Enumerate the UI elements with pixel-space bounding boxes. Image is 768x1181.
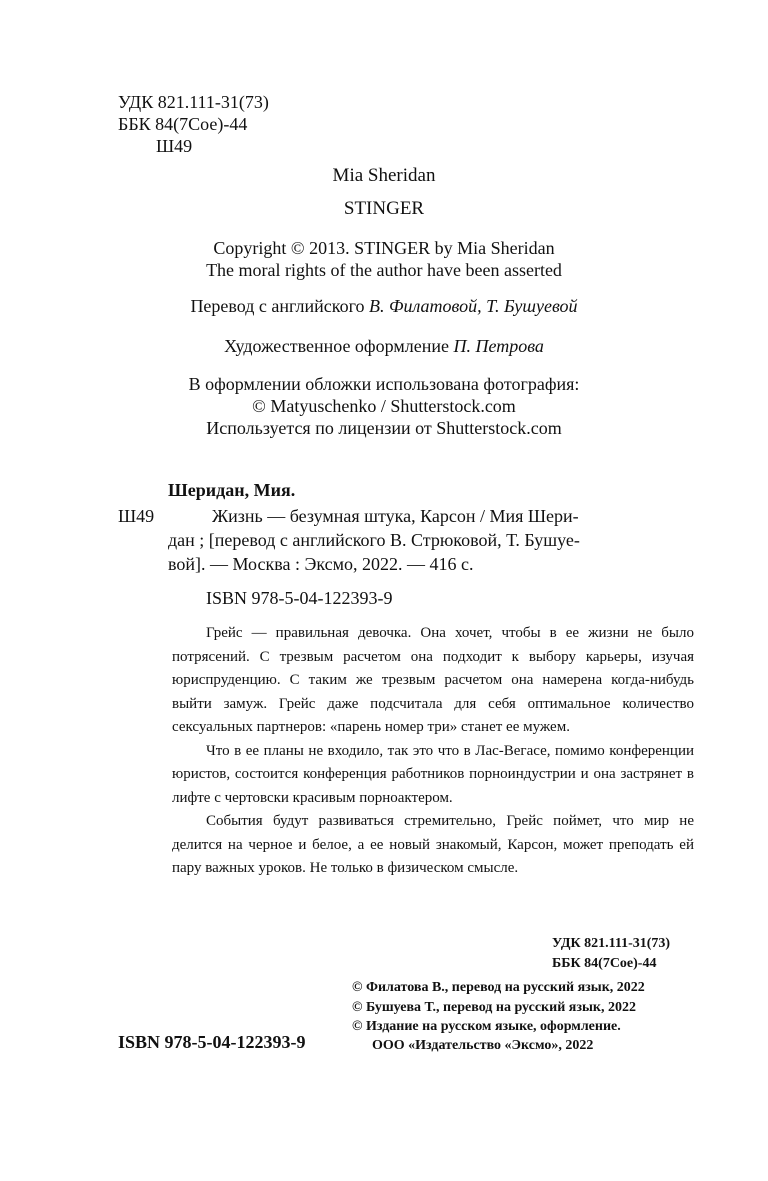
- original-author: Mia Sheridan: [332, 165, 436, 186]
- bib-line-1: Жизнь — безумная штука, Карсон / Мия Шери-: [212, 506, 579, 526]
- copyright-edition: © Издание на русском языке, оформление.: [352, 1019, 621, 1034]
- bib-line-2: дан ; [перевод с английского В. Стрюковой, Т. Бушуе-: [168, 530, 580, 550]
- bbk-code: ББК 84(7Сое)-44: [118, 114, 248, 134]
- moral-rights-line: The moral rights of the author have been asserted: [206, 260, 562, 280]
- translation-prefix: Перевод с английского: [190, 296, 370, 316]
- annotation-paragraph: Что в ее планы не входило, так это что в Лас-Вегасе, помимо конференции юристов, состоится конференция работников порноиндустрии и она застрянет в лифте с чертовски красивым порноактером.: [172, 742, 694, 806]
- bib-line-3: вой]. — Москва : Эксмо, 2022. — 416 с.: [168, 554, 474, 574]
- artist-name: П. Петрова: [453, 336, 544, 356]
- footer-udk: УДК 821.111-31(73): [552, 936, 671, 951]
- author-mark-code: Ш49: [156, 136, 193, 156]
- bib-code: Ш49: [118, 506, 155, 526]
- annotation-paragraph: Грейс — правильная девочка. Она хочет, чтобы в ее жизни не было потрясений. С трезвым расчетом она подходит к выбору карьеры, изучая юриспруденцию. С таким же трезвым расчетом она намерена когда-нибудь выйти замуж. Грейс даже подсчитала для себя оптимальное количество сексуальных партнеров: «парень номер три» станет ее мужем.: [172, 625, 694, 735]
- bib-author-heading: Шеридан, Мия.: [168, 480, 296, 500]
- footer-bbk: ББК 84(7Сое)-44: [552, 956, 657, 971]
- art-credit: [0, 334, 768, 358]
- udk-code: УДК 821.111-31(73): [118, 92, 269, 112]
- translator-names: В. Филатовой, Т. Бушуевой: [369, 296, 578, 316]
- bib-isbn: ISBN 978-5-04-122393-9: [206, 588, 393, 608]
- cover-photo-line1: В оформлении обложки использована фотография:: [188, 374, 580, 394]
- copyright-line: Copyright © 2013. STINGER by Mia Sheridan: [213, 238, 555, 258]
- annotation: [172, 622, 694, 881]
- copyright-publisher: ООО «Издательство «Эксмо», 2022: [372, 1038, 594, 1053]
- cover-photo-line3: Используется по лицензии от Shutterstock.com: [206, 418, 562, 438]
- art-prefix: Художественное оформление: [224, 336, 454, 356]
- translation-credit: [0, 294, 768, 318]
- copyright-translator-1: © Филатова В., перевод на русский язык, 2022: [352, 980, 645, 995]
- original-title: STINGER: [343, 198, 425, 219]
- copyright-translator-2: © Бушуева Т., перевод на русский язык, 2022: [352, 1000, 636, 1015]
- cover-photo-line2: © Matyuschenko / Shutterstock.com: [252, 396, 516, 416]
- bottom-isbn: ISBN 978-5-04-122393-9: [118, 1032, 306, 1052]
- annotation-paragraph: События будут развиваться стремительно, Грейс поймет, что мир не делится на черное и белое, а ее новый знакомый, Карсон, может преподать ей пару важных уроков. Не только в физическом смысле.: [172, 813, 694, 876]
